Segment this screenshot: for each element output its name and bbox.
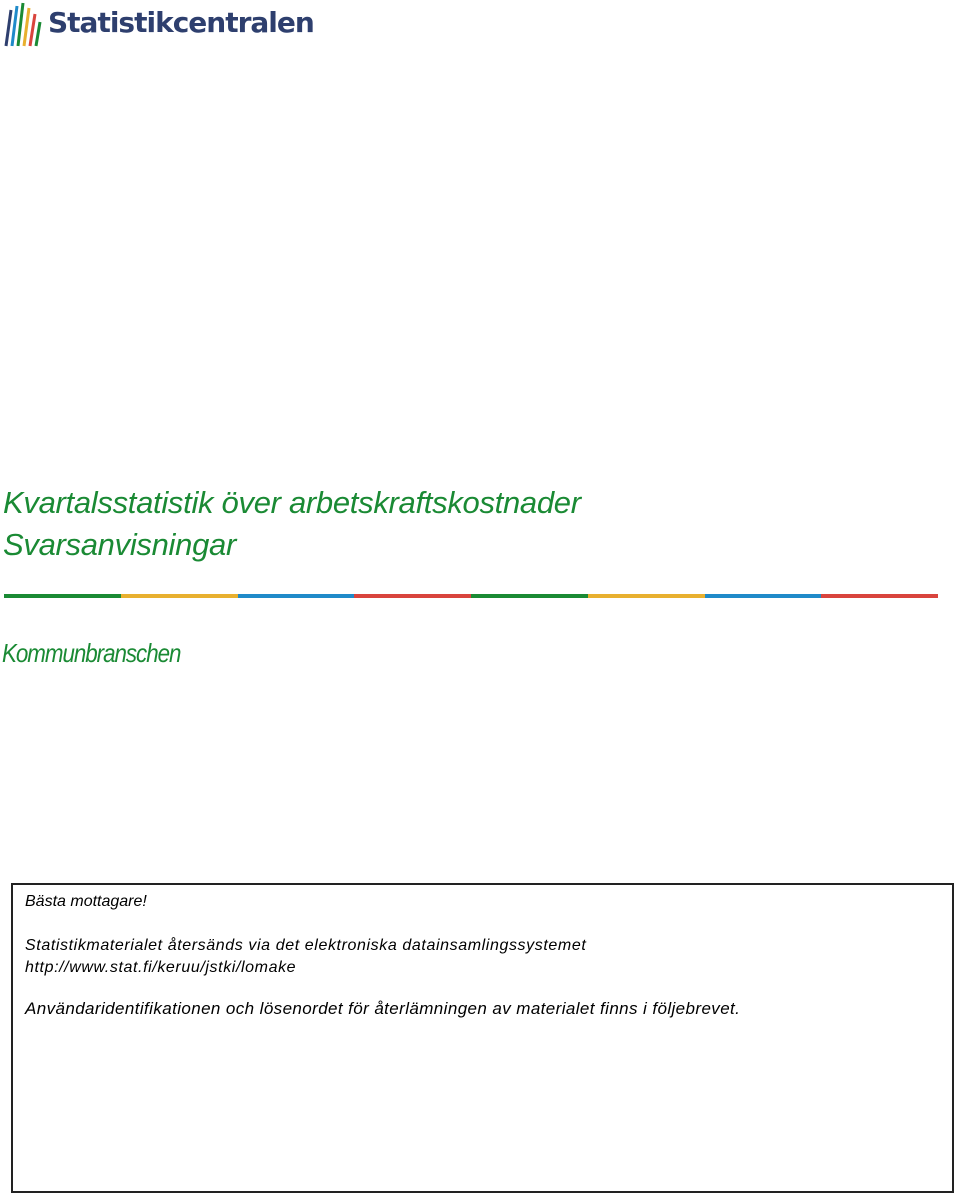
divider-segment (238, 594, 355, 598)
divider-segment (705, 594, 822, 598)
notice-paragraph-credentials: Användaridentifikationen och lösenordet för återlämningen av materialet finns i följebrevet. (25, 999, 741, 1018)
divider-segment (121, 594, 238, 598)
divider-segment (588, 594, 705, 598)
submission-text: Statistikmaterialet återsänds via det elektroniska datainsamlingssystemet (25, 937, 587, 954)
color-divider (4, 594, 938, 598)
divider-segment (4, 594, 121, 598)
page-title (3, 482, 581, 566)
statistikcentralen-logo (2, 0, 314, 52)
divider-segment (821, 594, 938, 598)
notice-greeting: Bästa mottagare! (25, 893, 147, 910)
section-subtitle: Kommunbranschen (2, 638, 181, 668)
logo-text: Statistikcentralen (48, 6, 314, 39)
submission-url: http://www.stat.fi/keruu/jstki/lomake (25, 959, 297, 976)
notice-box (11, 883, 954, 1193)
divider-segment (354, 594, 471, 598)
logo-stripes-icon (2, 0, 46, 50)
notice-paragraph-submission (25, 935, 586, 979)
divider-segment (471, 594, 588, 598)
title-line-1: Kvartalsstatistik över arbetskraftskostnader (3, 485, 581, 520)
title-line-2: Svarsanvisningar (3, 527, 236, 562)
